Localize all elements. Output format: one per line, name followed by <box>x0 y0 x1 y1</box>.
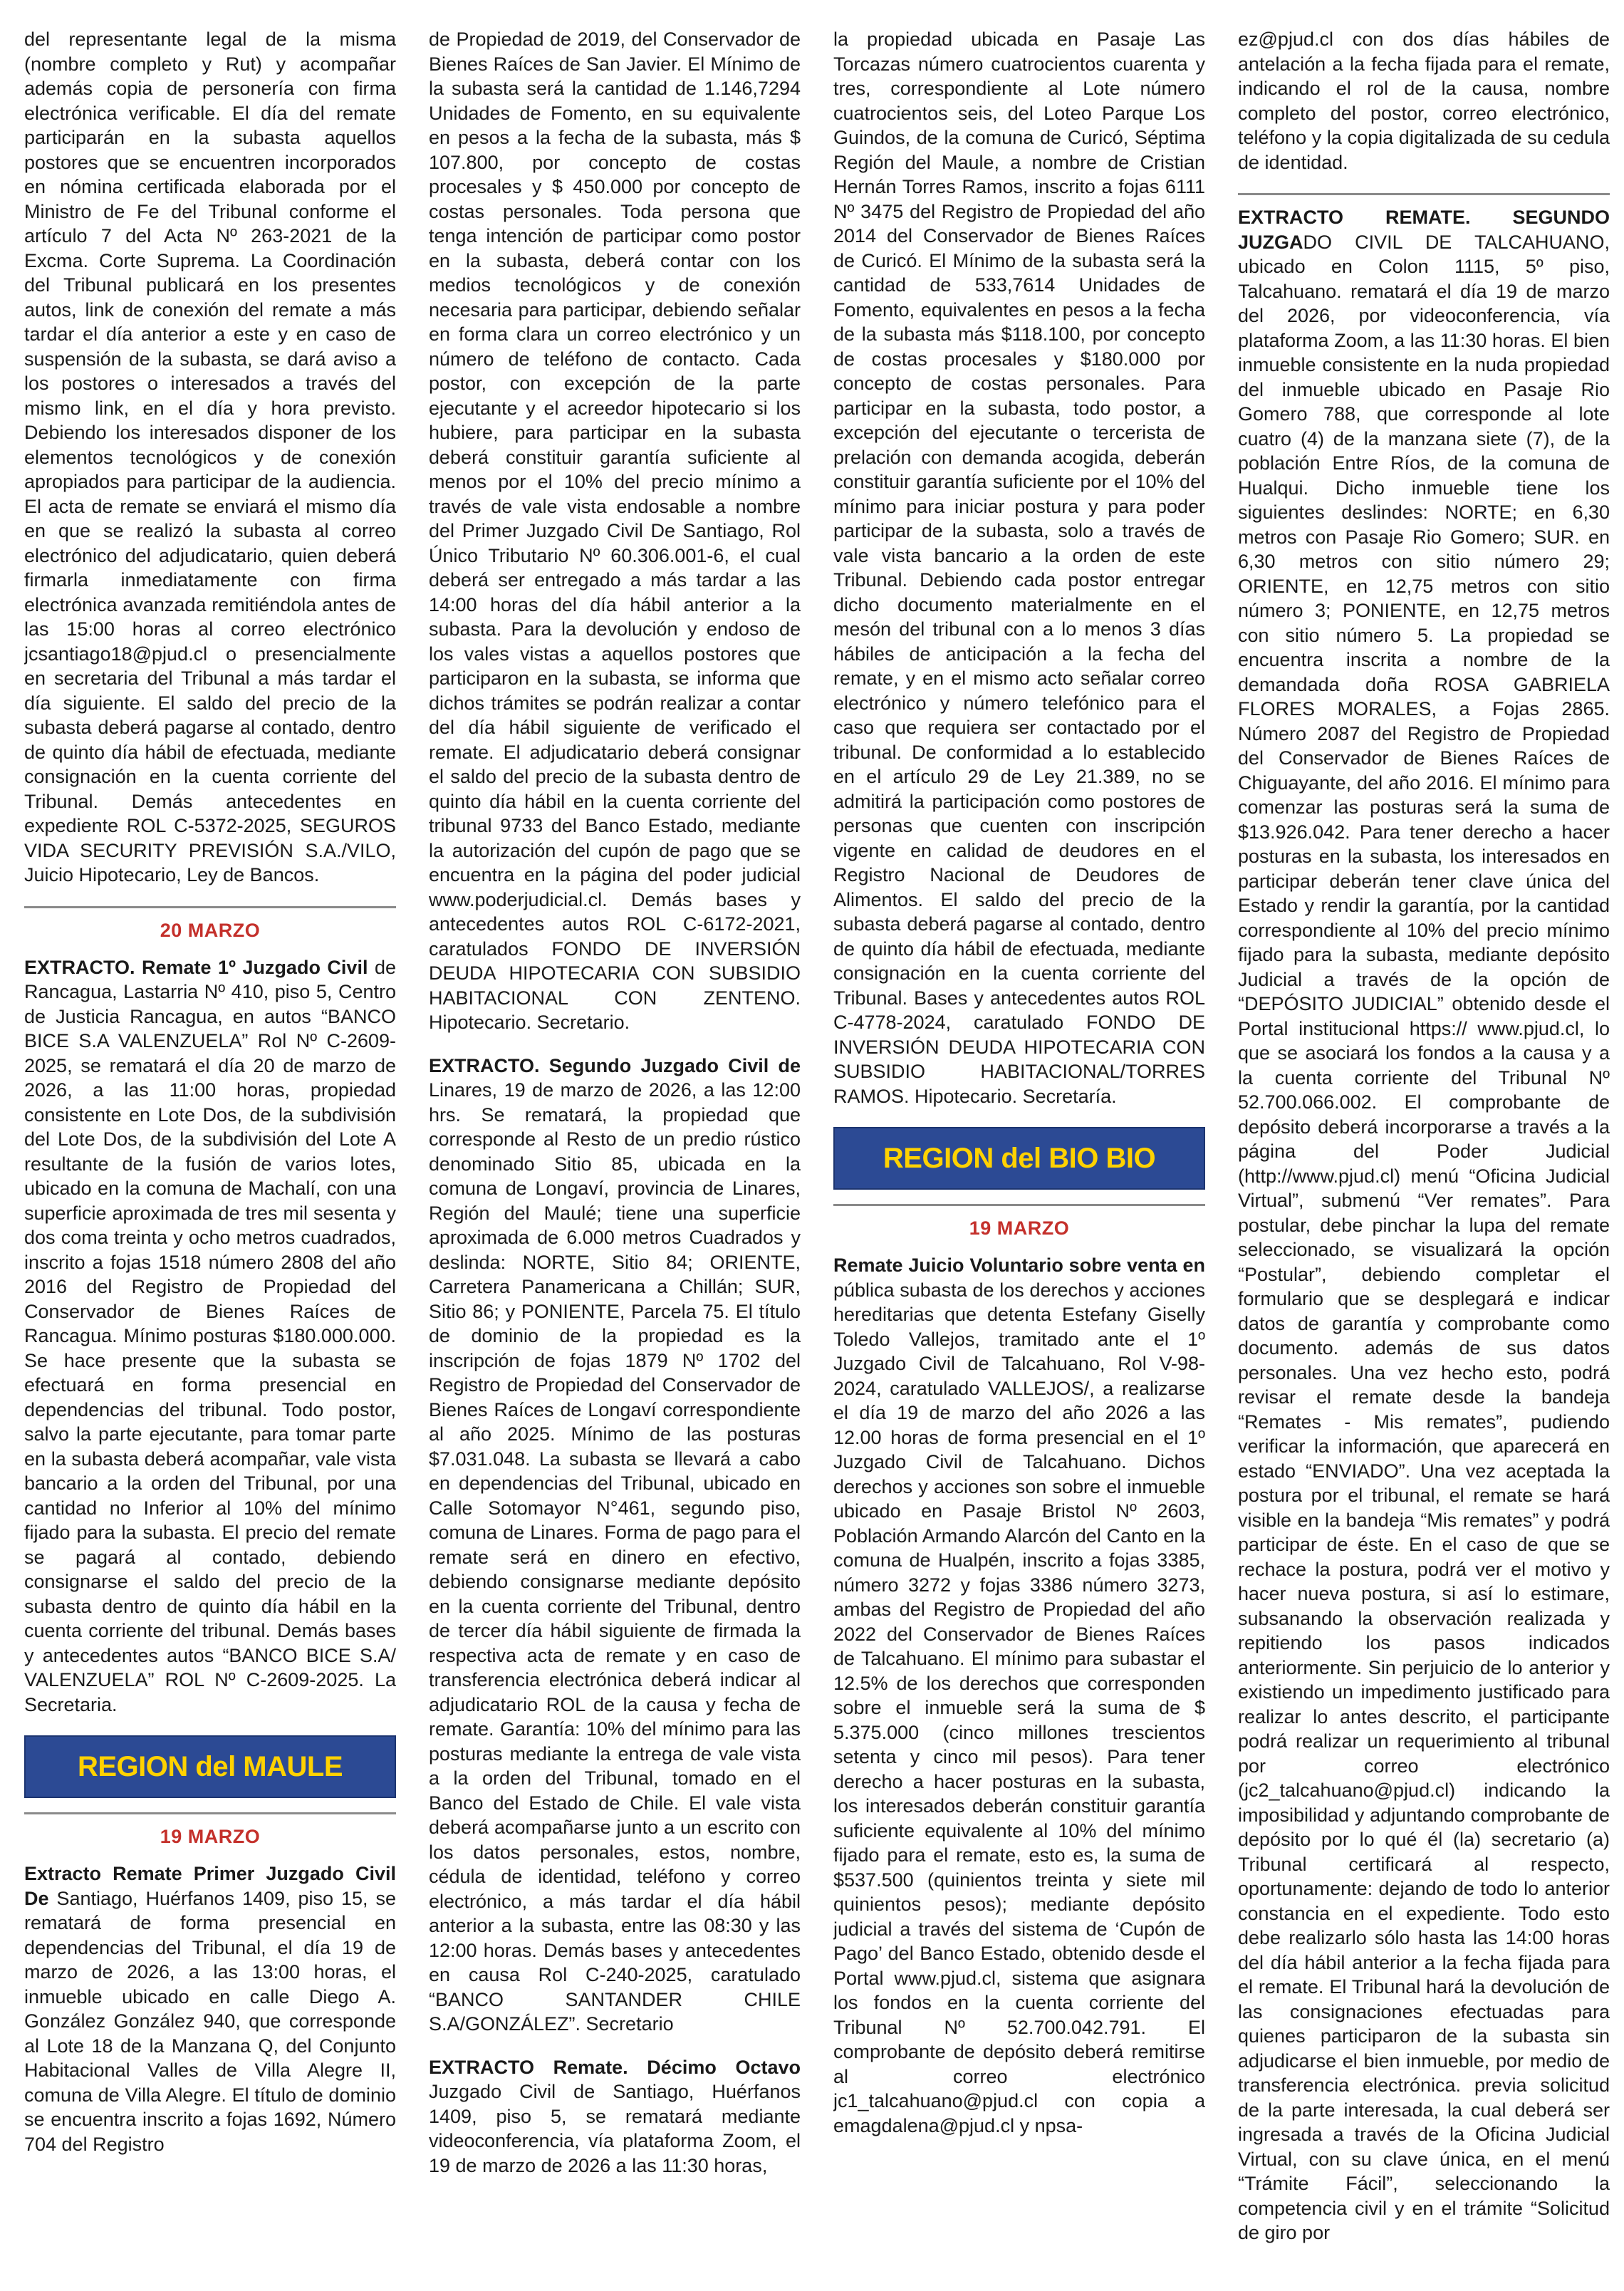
notice-talcahuano-voluntario <box>833 1253 1205 2138</box>
notice-text: la propiedad ubicada en Pasaje Las Torcazas número cuatrocientos cuarenta y tres, correspondiente al Lote número cuatrocientos seis, del Loteo Parque Los Guindos, de la comuna de Curicó, Séptima Región del Maule, a nombre de Cristian Hernán Torres Ramos, inscrito a fojas 6111 Nº 3475 del Registro de Propiedad del año 2014 del Conservador de Bienes Raíces de Curicó. El Mínimo de la subasta será la cantidad de 533,7614 Unidades de Fomento, equivalentes en pesos a la fecha de la subasta más $118.100, por concepto de costas procesales y $180.000 por concepto de costas personales. Para participar en la subasta, todo postor, a excepción del ejecutante o tercerista de prelación con demanda acogida, deberán constituir garantía suficiente por el 10% del mínimo para iniciar postura y para poder participar de la subasta, solo a través de vale vista bancario a la orden de este Tribunal. Debiendo cada postor entregar dicho documento materialmente en el mesón del tribunal con a lo menos 3 días hábiles de anticipación a la fecha del remate, y en el mismo acto señalar correo electrónico y número telefónico para el caso que requiera ser contactado por el tribunal. De conformidad a lo establecido en el artículo 29 de Ley 21.389, no se admitirá la participación como postores de personas que cuenten con inscripción vigente en calidad de deudores en el Registro Nacional de Deudores de Alimentos. El saldo del precio de la subasta deberá pagarse al contado, dentro de quinto día hábil de efectuada, mediante consignación en la cuenta corriente del Tribunal. Bases y antecedentes autos ROL C-4778-2024, caratulado FONDO DE INVERSIÓN DEUDA HIPOTECARIA CON SUBSIDIO HABITACIONAL/TORRES RAMOS. Hipotecario. Secretaría. <box>833 28 1205 1107</box>
notice-text: del representante legal de la misma (nombre completo y Rut) y acompañar además copia de personería con firma electrónica verificable. El día del remate participarán en la subasta aquellos postores que se encuentren incorporados en nómina certificada elaborada por el Ministro de Fe del Tribunal conforme el artículo 7 del Acta Nº 263-2021 de la Excma. Corte Suprema. La Coordinación del Tribunal publicará en los presentes autos, link de conexión del remate a más tardar el día anterior a este y en caso de suspensión de la subasta, se dará aviso a los postores o interesados a través del mismo link, en el día y hora previsto. Debiendo los interesados disponer de los elementos tecnológicos y de conexión apropiados para participar de la audiencia. El acta de remate se enviará el mismo día en que se realizó la subasta al correo electrónico del adjudicatario, quien deberá firmarla inmediatamente con firma electrónica avanzada remitiéndola antes de las 15:00 horas al correo electrónico jcsantiago18@pjud.cl o presencialmente en secretaria del Tribunal a más tardar el día siguiente. El saldo del precio de la subasta deberá pagarse al contado, dentro de quinto día hábil de efectuada, mediante consignación en la cuenta corriente del Tribunal. Demás antecedentes en expediente ROL C-5372-2025, SEGUROS VIDA SECURITY PREVISIÓN S.A./VILO, Juicio Hipotecario, Ley de Bancos. <box>24 28 396 885</box>
notice-text: Santiago, Huérfanos 1409, piso 15, se rematará de forma presencial en dependencias del Tribunal, el día 19 de marzo de 2026, a las 13:00 horas, el inmueble ubicado en calle Diego A. González González 940, que corresponde al Lote 18 de la Manzana Q, del Conjunto Habitacional Valles de Villa Alegre II, comuna de Villa Alegre. El título de dominio se encuentra inscrito a fojas 1692, Número 704 del Registro <box>24 1887 396 2155</box>
notice-villa-alegre <box>24 1861 396 2156</box>
notice-text: DO CIVIL DE TALCAHUANO, ubicado en Colon 1115, 5º piso, Talcahuano. rematará el día 19 de marzo del 2026, por videoconferencia, vía plataforma Zoom, a las 11:30 horas. El bien inmueble consistente en la nuda propiedad del inmueble ubicado en Pasaje Rio Gomero 788, que corresponde al lote cuatro (4) de la manzana siete (7), de la población Entre Ríos, de la comuna de Hualqui. Dicho inmueble tiene los siguientes deslindes: NORTE; en 6,30 metros con Pasaje Rio Gomero; SUR. en 6,30 metros con sitio número 29; ORIENTE, en 12,75 metros con sitio número 3; PONIENTE, en 12,75 metros con sitio número 5. La propiedad se encuentra inscrita a nombre de la demandada doña ROSA GABRIELA FLORES MORALES, a Fojas 2865. Número 2087 del Registro de Propiedad del Conservador de Bienes Raíces de Chiguayante, del año 2016. El mínimo para comenzar las posturas será la suma de $13.926.042. Para tener derecho a hacer posturas en la subasta, los interesados en participar deberán tener clave única del Estado y rendir la garantía, por la cantidad correspondiente al 10% del precio mínimo fijado para la subasta, mediante depósito Judicial a través de la opción de “DEPÓSITO JUDICIAL” obtenido desde el Portal institucional https:// www.pjud.cl, lo que se asociará los fondos a la causa y a la cuenta corriente del Tribunal Nº 52.700.066.002. El comprobante de depósito deberá incorporarse a través a la página del Poder Judicial (http://www.pjud.cl) menú “Oficina Judicial Virtual”, submenú “Ver remates”. Para postular, debe pinchar la lupa del remate seleccionado, se visualizará la opción “Postular”, debiendo completar el formulario que se desplegará e indicar datos de garantía y comprobante como documento. además de sus datos personales. Una vez hecho esto, podrá revisar el remate desde la bandeja “Remates - Mis remates”, pudiendo verificar la información, que aparecerá en estado “ENVIADO”. Una vez aceptada la postura por el tribunal, el remate se hará visible en la bandeja “Mis remates” y podrá participar de éste. En el caso de que se rechace la postura, podrá ver el motivo y hacer nueva postura, si así lo estimare, subsanando la observación realizada y repitiendo los pasos indicados anteriormente. Sin perjuicio de lo anterior y existiendo un impedimento justificado para realizar lo antes descrito, el participante podrá realizar un requerimiento al tribunal por correo electrónico (jc2_talcahuano@pjud.cl) indicando la imposibilidad y adjuntando comprobante de depósito por lo qué él (la) secretario (a) Tribunal certificará al respecto, oportunamente: dejando de todo lo anterior constancia en el expediente. Todo esto debe realizarlo sólo hasta las 14:00 horas del día hábil anterior a la fecha fijada para el remate. El Tribunal hará la devolución de las consignaciones efectuadas para quienes participaron de la subasta sin adjudicarse el bien inmueble, por medio de transferencia electrónica. previa solicitud de la parte interesada, la cual deberá ser ingresada a través de la Oficina Judicial Virtual, con su clave única, en el menú “Trámite Fácil”, seleccionando la competencia civil y en el trámite “Solicitud de giro por <box>1238 231 1610 2243</box>
divider <box>24 1812 396 1814</box>
column-2 <box>429 27 801 2285</box>
notice-lead: EXTRACTO Remate. Décimo Octavo <box>429 2056 801 2078</box>
notice-lead: Extracto Remate Primer Juzgado Civil De <box>24 1863 396 1909</box>
region-banner-bio-bio: REGION del BIO BIO <box>833 1127 1205 1190</box>
notice-continuation-1 <box>24 27 396 888</box>
notice-lead: Remate Juicio Voluntario sobre venta en <box>833 1254 1205 1276</box>
notice-text: Juzgado Civil de Santiago, Huérfanos 1409, piso 5, se rematará mediante videoconferencia, vía plataforma Zoom, el 19 de marzo de 2026 a las 11:30 horas, <box>429 2081 801 2176</box>
divider <box>833 1204 1205 1206</box>
notice-segundo-talcahuano <box>1238 205 1610 2245</box>
divider <box>24 906 396 908</box>
notice-lead: EXTRACTO. Remate 1º Juzgado Civil <box>24 956 368 978</box>
notice-lead: EXTRACTO REMATE. SEGUNDO JUZGA <box>1238 207 1610 253</box>
date-heading: 19 MARZO <box>160 1826 261 1847</box>
notice-text: ez@pjud.cl con dos días hábiles de antelación a la fecha fijada para el remate, indicando el rol de la causa, nombre completo del postor, correo electrónico, teléfono y la copia digitalizada de su cedula de identidad. <box>1238 28 1610 173</box>
date-heading: 19 MARZO <box>969 1217 1070 1239</box>
notice-decimo-octavo <box>429 2055 801 2178</box>
notice-lead: EXTRACTO. Segundo Juzgado Civil de <box>429 1054 801 1076</box>
notice-text: de Rancagua, Lastarria Nº 410, piso 5, Centro de Justicia Rancagua, en autos “BANCO BICE S.A VALENZUELA” Rol Nº C-2609-2025, se rematará el día 20 de marzo de 2026, a las 11:00 horas, propiedad consistente en Lote Dos, de la subdivisión del Lote Dos, de la subdivisión del Lote A resultante de la fusión de varios lotes, ubicado en la comuna de Machalí, con una superficie aproximada de tres mil sesenta y dos coma treinta y ocho metros cuadrados, inscrito a fojas 1518 número 2808 del año 2016 del Registro de Propiedad del Conservador de Bienes Raíces de Rancagua. Mínimo posturas $180.000.000. Se hace presente que la subasta se efectuará en forma presencial en dependencias del tribunal. Todo postor, salvo la parte ejecutante, para tomar parte en la subasta deberá acompañar, vale vista bancario a la orden del Tribunal, por una cantidad no Inferior al 10% del mínimo fijado para la subasta. El precio del remate se pagará al contado, debiendo consignarse el saldo del precio de la subasta dentro de quinto día hábil en la cuenta corriente del tribunal. Demás bases y antecedentes autos “BANCO BICE S.A/ VALENZUELA” ROL Nº C-2609-2025. La Secretaria. <box>24 956 396 1715</box>
region-banner-maule: REGION del MAULE <box>24 1735 396 1798</box>
date-heading: 20 MARZO <box>160 919 261 941</box>
column-4 <box>1238 27 1610 2285</box>
notice-text: pública subasta de los derechos y acciones hereditarias que detenta Estefany Giselly Toledo Vallejos, tramitado ante el 1º Juzgado Civil de Talcahuano, Rol V-98-2024, caratulado VALLEJOS/, a realizarse el día 19 de marzo del año 2026 a las 12.00 horas de forma presencial en el 1º Juzgado Civil de Talcahuano. Dichos derechos y acciones son sobre el inmueble ubicado en Pasaje Bristol Nº 2603, Población Armando Alarcón del Canto en la comuna de Hualpén, inscrito a fojas 3385, número 3272 y fojas 3386 número 3273, ambas del Registro de Propiedad del año 2022 del Conservador de Bienes Raíces de Talcahuano. El mínimo para subastar el 12.5% de los derechos que corresponden sobre el inmueble será la suma de $ 5.375.000 (cinco millones trescientos setenta y cinco mil pesos). Para tener derecho a hacer posturas en la subasta, los interesados deberán constituir garantía suficiente equivalente al 10% del mínimo fijado para el remate, esto es, la suma de $537.500 (quinientos treinta y siete mil quinientos pesos); mediante depósito judicial a través del sistema de ‘Cupón de Pago’ del Banco Estado, obtenido desde el Portal www.pjud.cl, sistema que asignara los fondos en la cuenta corriente del Tribunal Nº 52.700.042.791. El comprobante de depósito deberá remitirse al correo electrónico jc1_talcahuano@pjud.cl con copia a emagdalena@pjud.cl y npsa- <box>833 1279 1205 2136</box>
column-1 <box>24 27 396 2285</box>
notice-continuation-3 <box>833 27 1205 1108</box>
notice-rancagua <box>24 955 396 1718</box>
column-3 <box>833 27 1205 2285</box>
notice-text: Linares, 19 de marzo de 2026, a las 12:00 hrs. Se rematará, la propiedad que corresponde al Resto de un predio rústico denominado Sitio 85, ubicada en la comuna de Longaví, provincia de Linares, Región del Maulé; tiene una superficie aproximada de 6.000 metros Cuadrados y deslinda: NORTE, Sitio 84; ORIENTE, Carretera Panamericana a Chillán; SUR, Sitio 86; y PONIENTE, Parcela 75. El título de dominio de la propiedad es la inscripción de fojas 1879 Nº 1702 del Registro de Propiedad del Conservador de Bienes Raíces de Longaví correspondiente al año 2025. Mínimo de las posturas $7.031.048. La subasta se llevará a cabo en dependencias del Tribunal, ubicado en Calle Sotomayor N°461, segundo piso, comuna de Linares. Forma de pago para el remate será en dinero en efectivo, debiendo consignarse mediante depósito en la cuenta corriente del Tribunal, dentro de tercer día hábil siguiente de firmada la respectiva acta de remate y en caso de transferencia electrónica deberá indicar al adjudicatario ROL de la causa y fecha de remate. Garantía: 10% del mínimo para las posturas mediante la entrega de vale vista a la orden del Tribunal, tomado en el Banco del Estado de Chile. El vale vista deberá acompañarse junto a un escrito con los datos personales, estos, nombre, cédula de identidad, teléfono y correo electrónico, a más tardar el día hábil anterior a la subasta, entre las 08:30 y las 12:00 horas. Demás bases y antecedentes en causa Rol C-240-2025, caratulado “BANCO SANTANDER CHILE S.A/GONZÁLEZ”. Secretario <box>429 1079 801 2035</box>
notice-text: de Propiedad de 2019, del Conservador de Bienes Raíces de San Javier. El Mínimo de la subasta será la cantidad de 1.146,7294 Unidades de Fomento, en su equivalente en pesos a la fecha de la subasta, más $ 107.800, por concepto de costas procesales y $ 450.000 por concepto de costas personales. Toda persona que tenga intención de participar como postor en la subasta, deberá contar con los medios tecnológicos y de conexión necesaria para participar, debiendo señalar en forma clara un correo electrónico y un número de teléfono de contacto. Cada postor, con excepción de la parte ejecutante y el acreedor hipotecario si los hubiere, para participar en la subasta deberá constituir garantía suficiente al menos por el 10% del precio mínimo a través de vale vista endosable a nombre del Primer Juzgado Civil De Santiago, Rol Único Tributario Nº 60.306.001-6, el cual deberá ser entregado a más tardar a las 14:00 horas del día hábil anterior a la subasta. Para la devolución y endoso de los vales vistas a aquellos postores que participaron en la subasta, se informa que dichos trámites se podrán realizar a contar del día hábil siguiente de verificado el remate. El adjudicatario deberá consignar el saldo del precio de la subasta dentro de quinto día hábil en la cuenta corriente del tribunal 9733 del Banco Estado, mediante la autorización del cupón de pago que se encuentra en la página del poder judicial www.poderjudicial.cl. Demás bases y antecedentes autos ROL C-6172-2021, caratulados FONDO DE INVERSIÓN DEUDA HIPOTECARIA CON SUBSIDIO HABITACIONAL CON ZENTENO. Hipotecario. Secretario. <box>429 28 801 1033</box>
notice-continuation-4 <box>1238 27 1610 175</box>
notice-continuation-2 <box>429 27 801 1035</box>
divider <box>1238 193 1610 195</box>
notice-linares <box>429 1054 801 2037</box>
